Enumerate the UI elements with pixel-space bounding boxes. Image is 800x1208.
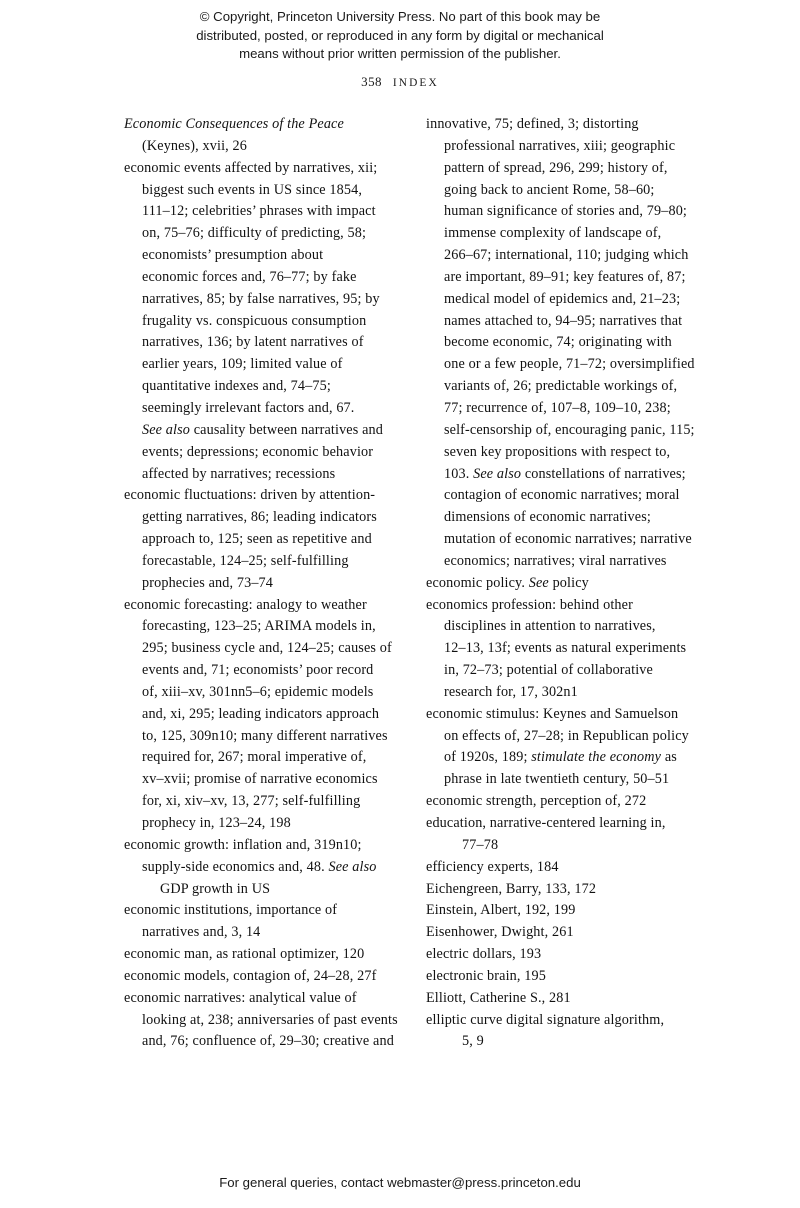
- index-entry-line: quantitative indexes and, 74–75;: [142, 378, 331, 395]
- index-entry-line: efficiency experts, 184: [426, 858, 559, 875]
- index-entry-line: events and, 71; economists’ poor record: [142, 662, 374, 679]
- index-entry: [124, 485, 382, 594]
- index-entry-line: economic growth: inflation and, 319n10;: [124, 836, 362, 853]
- index-entry-line: GDP growth in US: [160, 880, 271, 897]
- index-entry: [124, 114, 382, 158]
- index-entry-line: forecastable, 124–25; self-fulfilling: [142, 552, 349, 569]
- index-entry-line: See also causality between narratives and: [142, 421, 384, 438]
- index-entry-line: biggest such events in US since 1854,: [142, 181, 363, 198]
- index-entry-line: Eisenhower, Dwight, 261: [426, 924, 574, 941]
- index-entry: [426, 944, 684, 966]
- index-entry-line: of, xiii–xv, 301nn5–6; epidemic models: [142, 683, 374, 700]
- index-entry-line: economic stimulus: Keynes and Samuelson: [426, 705, 679, 722]
- index-entry-line: economic forecasting: analogy to weather: [124, 596, 367, 613]
- index-entry-line: Eichengreen, Barry, 133, 172: [426, 880, 597, 897]
- index-entry-line: prophecies and, 73–74: [142, 574, 274, 591]
- index-entry-line: supply-side economics and, 48. See also: [142, 858, 377, 875]
- index-entry-line: electric dollars, 193: [426, 946, 542, 963]
- index-entry-line: economic events affected by narratives, xii;: [124, 159, 378, 176]
- index-entry-line: dimensions of economic narratives;: [444, 509, 651, 526]
- index-entry-line: economic man, as rational optimizer, 120: [124, 946, 365, 963]
- index-entry-line: to, 125, 309n10; many different narratives: [142, 727, 388, 744]
- index-entry-line: 77; recurrence of, 107–8, 109–10, 238;: [444, 399, 671, 416]
- index-entry-line: economic forces and, 76–77; by fake: [142, 268, 357, 285]
- index-entry: [124, 158, 382, 486]
- index-entry-line: and, 76; confluence of, 29–30; creative and: [142, 1033, 394, 1050]
- index-entry-line: Economic Consequences of the Peace: [124, 116, 344, 132]
- index-entry: [426, 573, 684, 595]
- index-entry-line: names attached to, 94–95; narratives that: [444, 312, 683, 329]
- index-entry-line: for, xi, xiv–xv, 13, 277; self-fulfilling: [142, 793, 361, 810]
- index-column-right: [426, 114, 695, 1053]
- index-entry: [124, 944, 382, 966]
- index-entry: [426, 966, 684, 988]
- index-entry: [124, 966, 382, 988]
- index-entry-line: one or a few people, 71–72; oversimplified: [444, 356, 695, 373]
- index-entry: [124, 988, 398, 1054]
- index-entry-line: 12–13, 13f; events as natural experiments: [444, 640, 687, 657]
- index-entry-line: 5, 9: [462, 1033, 484, 1050]
- index-entry-line: 266–67; international, 110; judging which: [444, 247, 689, 264]
- index-entry: [426, 114, 695, 573]
- index-entry: [124, 900, 382, 944]
- index-entry-line: required for, 267; moral imperative of,: [142, 749, 367, 766]
- index-entry: [426, 704, 689, 791]
- index-entry: [426, 595, 687, 704]
- index-entry-line: (Keynes), xvii, 26: [142, 137, 247, 154]
- index-entry-line: economic strength, perception of, 272: [426, 793, 647, 810]
- index-entry-line: xv–xvii; promise of narrative economics: [142, 771, 378, 788]
- index-entry-line: 77–78: [462, 836, 499, 853]
- index-entry-line: economic policy. See policy: [426, 574, 589, 591]
- index-entry-line: Einstein, Albert, 192, 199: [426, 902, 576, 919]
- index-entry-line: 103. See also constellations of narratives;: [444, 465, 686, 482]
- index-entry-line: economists’ presumption about: [142, 247, 324, 264]
- index-entry-line: affected by narratives; recessions: [142, 465, 336, 482]
- index-entry-line: getting narratives, 86; leading indicators: [142, 509, 377, 526]
- running-head-label: INDEX: [392, 77, 439, 89]
- index-body: [124, 114, 695, 1054]
- index-entry-line: 111–12; celebrities’ phrases with impact: [142, 203, 376, 220]
- index-entry-line: narratives, 85; by false narratives, 95; by: [142, 290, 380, 307]
- index-entry-line: education, narrative-centered learning in,: [426, 815, 666, 831]
- index-entry-line: economic fluctuations: driven by attention-: [124, 487, 376, 504]
- index-entry-line: approach to, 125; seen as repetitive and: [142, 531, 372, 548]
- index-entry-line: become economic, 74; originating with: [444, 334, 672, 351]
- copyright-notice: [100, 8, 700, 64]
- index-entry-line: phrase in late twentieth century, 50–51: [444, 771, 670, 788]
- index-entry-line: events; depressions; economic behavior: [142, 443, 374, 460]
- index-entry-line: research for, 17, 302n1: [444, 683, 578, 700]
- index-entry-line: of 1920s, 189; stimulate the economy as: [444, 749, 677, 766]
- index-entry-line: looking at, 238; anniversaries of past events: [142, 1011, 398, 1028]
- index-entry-line: narratives and, 3, 14: [142, 924, 261, 941]
- index-entry: [124, 595, 392, 835]
- index-entry-line: professional narratives, xiii; geographic: [444, 137, 676, 154]
- index-entry-line: contagion of economic narratives; moral: [444, 487, 680, 504]
- copyright-line: © Copyright, Princeton University Press. No part of this book may be: [199, 9, 601, 24]
- running-head: [0, 74, 800, 90]
- index-entry: [426, 813, 684, 857]
- index-entry-line: innovative, 75; defined, 3; distorting: [426, 116, 639, 132]
- index-entry: [426, 879, 684, 901]
- index-entry-line: seven key propositions with respect to,: [444, 443, 671, 460]
- index-entry-line: on effects of, 27–28; in Republican policy: [444, 727, 689, 744]
- index-entry-line: economics; narratives; viral narratives: [444, 552, 667, 569]
- index-entry-line: variants of, 26; predictable workings of,: [444, 378, 678, 395]
- index-entry: [426, 1010, 684, 1054]
- index-entry-line: going back to ancient Rome, 58–60;: [444, 181, 655, 198]
- index-entry: [426, 988, 684, 1010]
- index-entry-line: frugality vs. conspicuous consumption: [142, 312, 367, 329]
- index-entry-line: are important, 89–91; key features of, 87;: [444, 268, 686, 285]
- index-entry: [426, 900, 684, 922]
- index-entry-line: seemingly irrelevant factors and, 67.: [142, 399, 355, 416]
- index-entry: [426, 857, 684, 879]
- index-entry-line: and, xi, 295; leading indicators approach: [142, 705, 380, 722]
- index-entry-line: economic narratives: analytical value of: [124, 989, 357, 1006]
- index-entry-line: disciplines in attention to narratives,: [444, 618, 656, 635]
- index-entry-line: in, 72–73; potential of collaborative: [444, 662, 653, 679]
- index-entry-line: pattern of spread, 296, 299; history of,: [444, 159, 668, 176]
- copyright-line: distributed, posted, or reproduced in any form by digital or mechanical: [196, 27, 604, 43]
- index-entry-line: narratives, 136; by latent narratives of: [142, 334, 364, 351]
- index-entry-line: forecasting, 123–25; ARIMA models in,: [142, 618, 376, 635]
- index-entry-line: Elliott, Catherine S., 281: [426, 989, 571, 1006]
- index-entry-line: economics profession: behind other: [426, 596, 633, 613]
- page-number: 358: [361, 74, 382, 89]
- index-entry: [426, 791, 684, 813]
- index-entry-line: immense complexity of landscape of,: [444, 225, 662, 242]
- index-entry-line: mutation of economic narratives; narrative: [444, 531, 692, 548]
- index-entry-line: economic models, contagion of, 24–28, 27f: [124, 967, 377, 984]
- index-entry-line: self-censorship of, encouraging panic, 115;: [444, 421, 695, 438]
- index-entry-line: human significance of stories and, 79–80;: [444, 203, 688, 220]
- index-entry-line: economic institutions, importance of: [124, 902, 338, 919]
- footer-queries-notice: For general queries, contact webmaster@press.princeton.edu: [219, 1175, 581, 1190]
- index-entry: [124, 835, 382, 901]
- index-entry-line: on, 75–76; difficulty of predicting, 58;: [142, 225, 367, 242]
- index-entry-line: 295; business cycle and, 124–25; causes of: [142, 640, 392, 657]
- index-entry: [426, 922, 684, 944]
- copyright-line: means without prior written permission of the publisher.: [239, 46, 561, 62]
- index-column-left: [124, 114, 398, 1053]
- index-entry-line: elliptic curve digital signature algorithm,: [426, 1011, 665, 1028]
- index-entry-line: medical model of epidemics and, 21–23;: [444, 290, 681, 307]
- index-entry-line: prophecy in, 123–24, 198: [142, 815, 291, 831]
- index-entry-line: electronic brain, 195: [426, 967, 546, 984]
- index-entry-line: earlier years, 109; limited value of: [142, 356, 343, 373]
